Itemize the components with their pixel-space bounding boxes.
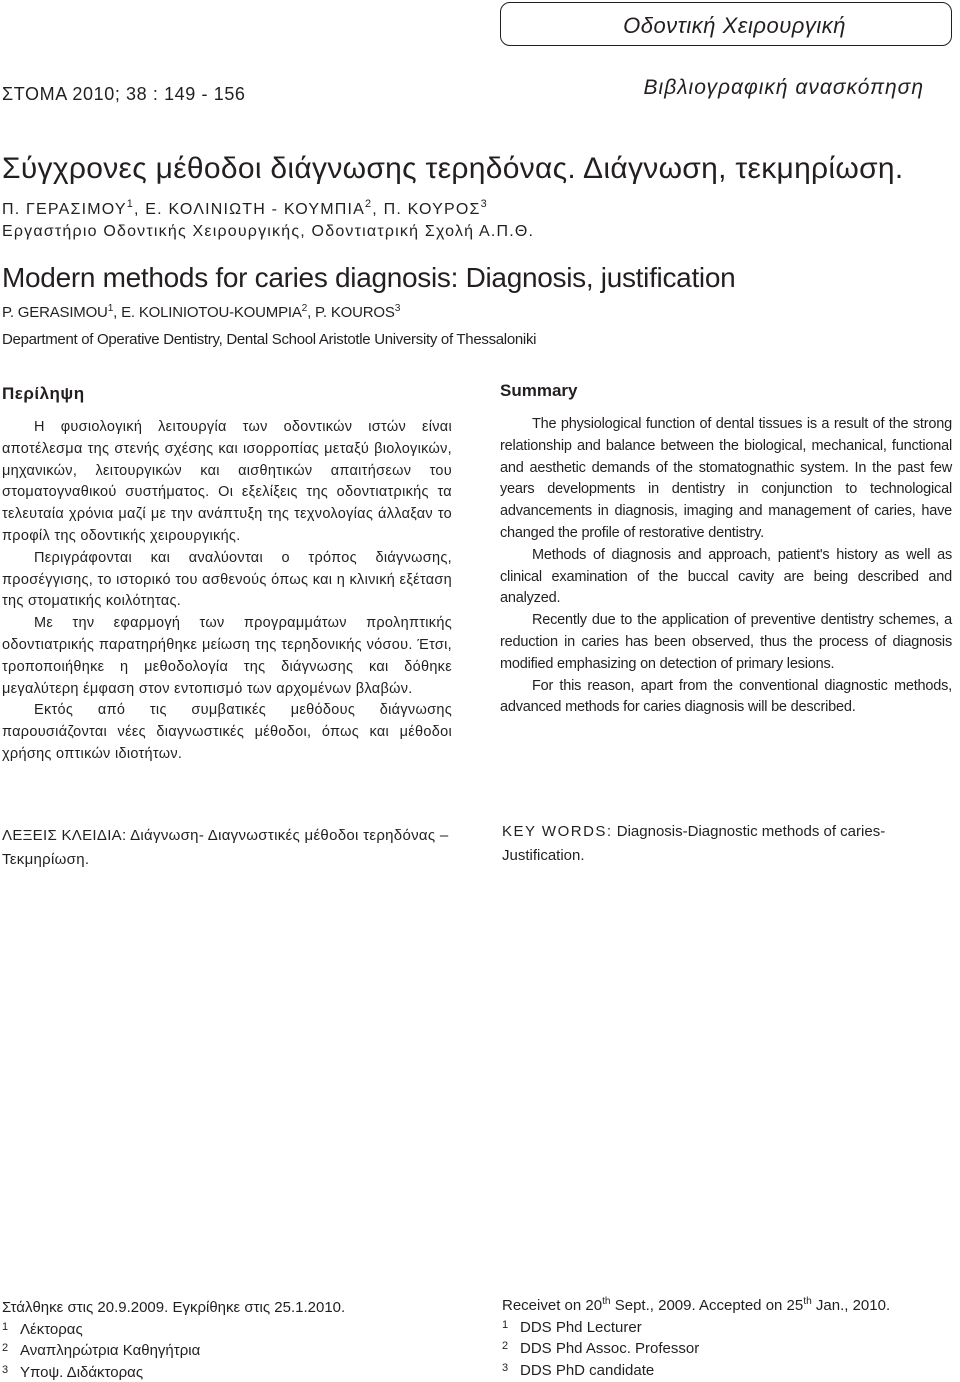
section-badge-label: Οδοντική Χειρουργική: [623, 13, 846, 39]
abstract-greek-heading: Περίληψη: [2, 384, 452, 404]
journal-reference: ΣΤΟΜΑ 2010; 38 : 149 - 156: [2, 84, 246, 105]
abstract-greek-paragraph: Περιγράφονται και αναλύονται ο τρόπος διάγνωσης, προσέγγισης, το ιστορικό του ασθενούς όπως και η κλινική εξέταση της στοματικής κοιλότητας.: [2, 548, 452, 613]
received-text: Sept., 2009. Accepted on 25: [611, 1297, 804, 1314]
abstract-english-paragraph: Recently due to the application of preventive dentistry schemes, a reduction in caries has been observed, thus the process of diagnosis modified emphasizing on detection of primary lesions.: [500, 610, 952, 675]
footnote-1-greek: [2, 1318, 345, 1340]
footnote-text: DDS Phd Lecturer: [520, 1319, 642, 1336]
received-date-english: [502, 1296, 890, 1316]
footnote-2-english: [502, 1337, 890, 1359]
authors-english: [2, 304, 400, 321]
keywords-greek-text: Διάγνωση- Διαγνωστικές μέθοδοι τερηδόνας –Τεκμηρίωση.: [2, 827, 449, 868]
authors-greek: [2, 201, 488, 219]
footnote-1-english: [502, 1316, 890, 1338]
footnote-number: 2: [2, 1339, 20, 1359]
author-3-gr: , Π. ΚΟΥΡΟΣ: [372, 201, 480, 218]
author-2-en-sup: 2: [302, 303, 307, 314]
author-2-gr: , Ε. ΚΟΛΙΝΙΩΤΗ - ΚΟΥΜΠΙΑ: [134, 201, 365, 218]
received-sup: th: [803, 1296, 812, 1307]
keywords-english-label: KEY WORDS:: [502, 823, 613, 840]
author-3-en-sup: 3: [395, 303, 400, 314]
author-1-en-sup: 1: [108, 303, 113, 314]
received-sup: th: [602, 1296, 611, 1307]
footer-greek: [2, 1298, 345, 1382]
footnote-number: 1: [502, 1316, 520, 1336]
abstract-greek: [2, 384, 452, 766]
author-1-gr: Π. ΓΕΡΑΣΙΜΟΥ: [2, 201, 127, 218]
author-1-en: P. GERASIMOU: [2, 304, 108, 321]
abstract-english: [500, 381, 952, 719]
title-english: Modern methods for caries diagnosis: Diagnosis, justification: [2, 262, 735, 294]
abstract-english-heading: Summary: [500, 381, 952, 401]
keywords-greek: [2, 824, 454, 872]
footnote-3-english: [502, 1359, 890, 1381]
footnote-number: 2: [502, 1337, 520, 1357]
received-date-greek: Στάλθηκε στις 20.9.2009. Εγκρίθηκε στις 25.1.2010.: [2, 1298, 345, 1318]
abstract-greek-paragraph: Εκτός από τις συμβατικές μεθόδους διάγνωσης παρουσιάζονται νέες διαγνωστικές μέθοδοι, όπως και μέθοδοι χρήσης οπτικών ιδιοτήτων.: [2, 700, 452, 765]
author-1-gr-sup: 1: [127, 198, 134, 210]
keywords-english: [502, 820, 954, 868]
footnote-text: Λέκτορας: [20, 1321, 83, 1338]
abstract-greek-paragraph: Με την εφαρμογή των προγραμμάτων προληπτικής οδοντιατρικής παρατηρήθηκε μείωση της τερηδονικής νόσου. Έτσι, τροποποιήθηκε η μεθοδολογία της διάγνωσης και δόθηκε μεγαλύτερη έμφαση στον εντοπισμό των αρχομένων βλαβών.: [2, 613, 452, 700]
author-2-en: , E. KOLINIOTOU-KOUMPIA: [113, 304, 302, 321]
abstract-greek-paragraph: Η φυσιολογική λειτουργία των οδοντικών ιστών είναι αποτέλεσμα της στενής σχέσης και ισορροπίας μεταξύ βιολογικών, μηχανικών, λειτουργικών και αισθητικών απαιτήσεων του στοματογναθικού συστήματος. Οι εξελίξεις της οδοντιατρικής τα τελευταία χρόνια μαζί με την ανάπτυξη της τεχνολογίας άλλαξαν το προφίλ της οδοντικής χειρουργικής.: [2, 417, 452, 548]
author-3-gr-sup: 3: [481, 198, 488, 210]
footnote-text: Υποψ. Διδάκτορας: [20, 1364, 143, 1381]
footnote-text: DDS PhD candidate: [520, 1362, 654, 1379]
affiliation-english: Department of Operative Dentistry, Dental School Aristotle University of Thessaloniki: [2, 331, 536, 348]
footer-english: [502, 1296, 890, 1380]
footnote-text: Αναπληρώτρια Καθηγήτρια: [20, 1342, 200, 1359]
received-text: Receivet on 20: [502, 1297, 602, 1314]
footnote-number: 3: [502, 1359, 520, 1379]
article-category: Βιβλιογραφική ανασκόπηση: [644, 76, 924, 100]
author-2-gr-sup: 2: [365, 198, 372, 210]
received-text: Jan., 2010.: [812, 1297, 890, 1314]
footnote-number: 3: [2, 1361, 20, 1381]
keywords-english-text: Diagnosis-Diagnostic methods of caries-Justification.: [502, 823, 885, 864]
author-3-en: , P. KOUROS: [307, 304, 395, 321]
section-badge: [500, 2, 952, 46]
abstract-english-paragraph: Methods of diagnosis and approach, patient's history as well as clinical examination of the buccal cavity are being described and analyzed.: [500, 545, 952, 610]
footnote-text: DDS Phd Assoc. Professor: [520, 1340, 699, 1357]
footnote-2-greek: [2, 1339, 345, 1361]
title-greek: Σύγχρονες μέθοδοι διάγνωσης τερηδόνας. Διάγνωση, τεκμηρίωση.: [2, 152, 904, 186]
abstract-english-paragraph: The physiological function of dental tissues is a result of the strong relationship and balance between the biological, mechanical, functional and aesthetic demands of the stomatognathic system. In the past few years developments in dentistry in conjunction to technological advancements in diagnosis, imaging and management of caries, have changed the profile of restorative dentistry.: [500, 414, 952, 545]
keywords-greek-label: ΛΕΞΕΙΣ ΚΛΕΙΔΙΑ:: [2, 827, 126, 844]
abstract-english-paragraph: For this reason, apart from the conventional diagnostic methods, advanced methods for caries diagnosis will be described.: [500, 676, 952, 720]
footnote-number: 1: [2, 1318, 20, 1338]
affiliation-greek: Εργαστήριο Οδοντικής Χειρουργικής, Οδοντιατρική Σχολή Α.Π.Θ.: [2, 223, 534, 241]
